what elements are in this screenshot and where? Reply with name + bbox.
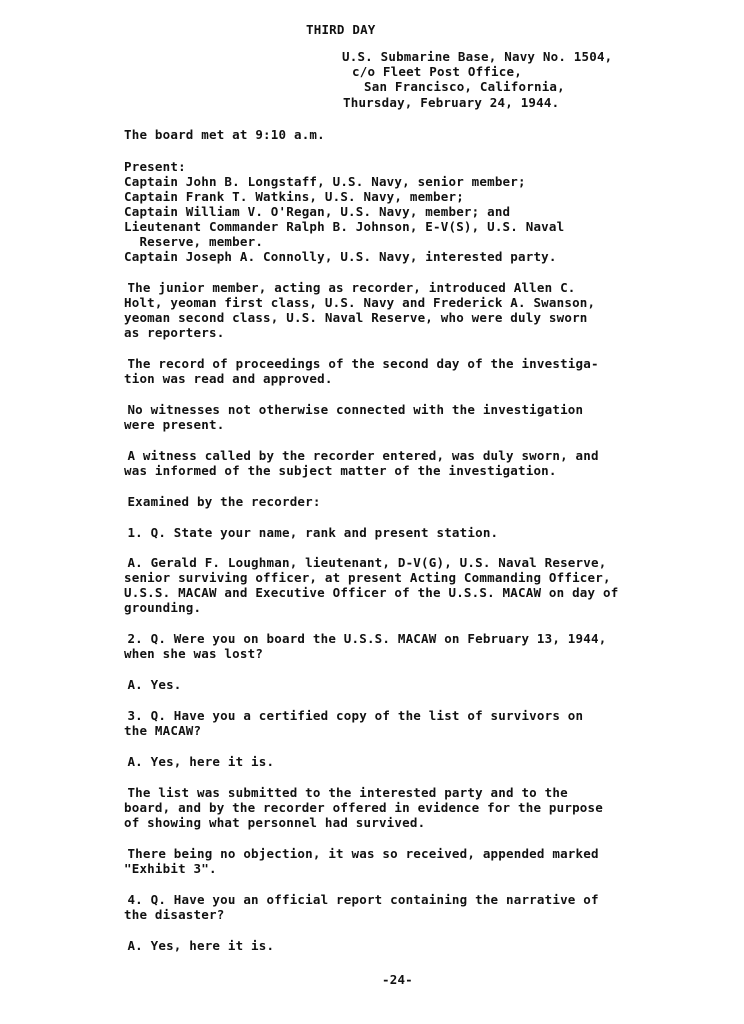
address-line-1: U.S. Submarine Base, Navy No. 1504, bbox=[342, 49, 613, 64]
answer-3: A. Yes, here it is. bbox=[112, 754, 275, 769]
recorder-para-line-4: as reporters. bbox=[124, 325, 225, 340]
address-line-3: San Francisco, California, bbox=[364, 79, 565, 94]
question-3-line-2: the MACAW? bbox=[124, 723, 202, 738]
record-para-line-1: The record of proceedings of the second day of the investiga- bbox=[112, 356, 599, 371]
witness-para-line-2: was informed of the subject matter of the investigation. bbox=[124, 463, 557, 478]
examined-line: Examined by the recorder: bbox=[112, 494, 321, 509]
no-witness-line-2: were present. bbox=[124, 417, 225, 432]
question-1: 1. Q. State your name, rank and present station. bbox=[112, 525, 499, 540]
present-line-3: Captain William V. O'Regan, U.S. Navy, member; and bbox=[124, 204, 511, 219]
answer-1-line-4: grounding. bbox=[124, 600, 202, 615]
answer-1-line-3: U.S.S. MACAW and Executive Officer of the U.S.S. MACAW on day of bbox=[124, 585, 619, 600]
objection-para-line-2: "Exhibit 3". bbox=[124, 861, 217, 876]
list-para-line-3: of showing what personnel had survived. bbox=[124, 815, 426, 830]
met-line: The board met at 9:10 a.m. bbox=[124, 127, 325, 142]
date-line: Thursday, February 24, 1944. bbox=[343, 95, 560, 110]
page-title: THIRD DAY bbox=[306, 22, 376, 37]
present-line-2: Captain Frank T. Watkins, U.S. Navy, member; bbox=[124, 189, 464, 204]
question-2-line-2: when she was lost? bbox=[124, 646, 264, 661]
answer-4: A. Yes, here it is. bbox=[112, 938, 275, 953]
present-line-6: Captain Joseph A. Connolly, U.S. Navy, interested party. bbox=[124, 249, 557, 264]
address-line-2: c/o Fleet Post Office, bbox=[352, 64, 522, 79]
recorder-para-line-2: Holt, yeoman first class, U.S. Navy and Frederick A. Swanson, bbox=[124, 295, 596, 310]
question-4-line-2: the disaster? bbox=[124, 907, 225, 922]
question-2-line-1: 2. Q. Were you on board the U.S.S. MACAW on February 13, 1944, bbox=[112, 631, 607, 646]
recorder-para-line-3: yeoman second class, U.S. Naval Reserve, who were duly sworn bbox=[124, 310, 588, 325]
answer-1-line-2: senior surviving officer, at present Acting Commanding Officer, bbox=[124, 570, 611, 585]
answer-2: A. Yes. bbox=[112, 677, 182, 692]
no-witness-line-1: No witnesses not otherwise connected with the investigation bbox=[112, 402, 584, 417]
list-para-line-1: The list was submitted to the interested party and to the bbox=[112, 785, 568, 800]
objection-para-line-1: There being no objection, it was so received, appended marked bbox=[112, 846, 599, 861]
answer-1-line-1: A. Gerald F. Loughman, lieutenant, D-V(G), U.S. Naval Reserve, bbox=[112, 555, 607, 570]
present-line-5: Reserve, member. bbox=[124, 234, 264, 249]
record-para-line-2: tion was read and approved. bbox=[124, 371, 333, 386]
question-4-line-1: 4. Q. Have you an official report containing the narrative of bbox=[112, 892, 599, 907]
list-para-line-2: board, and by the recorder offered in evidence for the purpose bbox=[124, 800, 603, 815]
recorder-para-line-1: The junior member, acting as recorder, introduced Allen C. bbox=[112, 280, 576, 295]
witness-para-line-1: A witness called by the recorder entered, was duly sworn, and bbox=[112, 448, 599, 463]
page-number: -24- bbox=[382, 972, 413, 987]
present-label: Present: bbox=[124, 159, 186, 174]
question-3-line-1: 3. Q. Have you a certified copy of the list of survivors on bbox=[112, 708, 584, 723]
present-line-1: Captain John B. Longstaff, U.S. Navy, senior member; bbox=[124, 174, 526, 189]
present-line-4: Lieutenant Commander Ralph B. Johnson, E-V(S), U.S. Naval bbox=[124, 219, 565, 234]
